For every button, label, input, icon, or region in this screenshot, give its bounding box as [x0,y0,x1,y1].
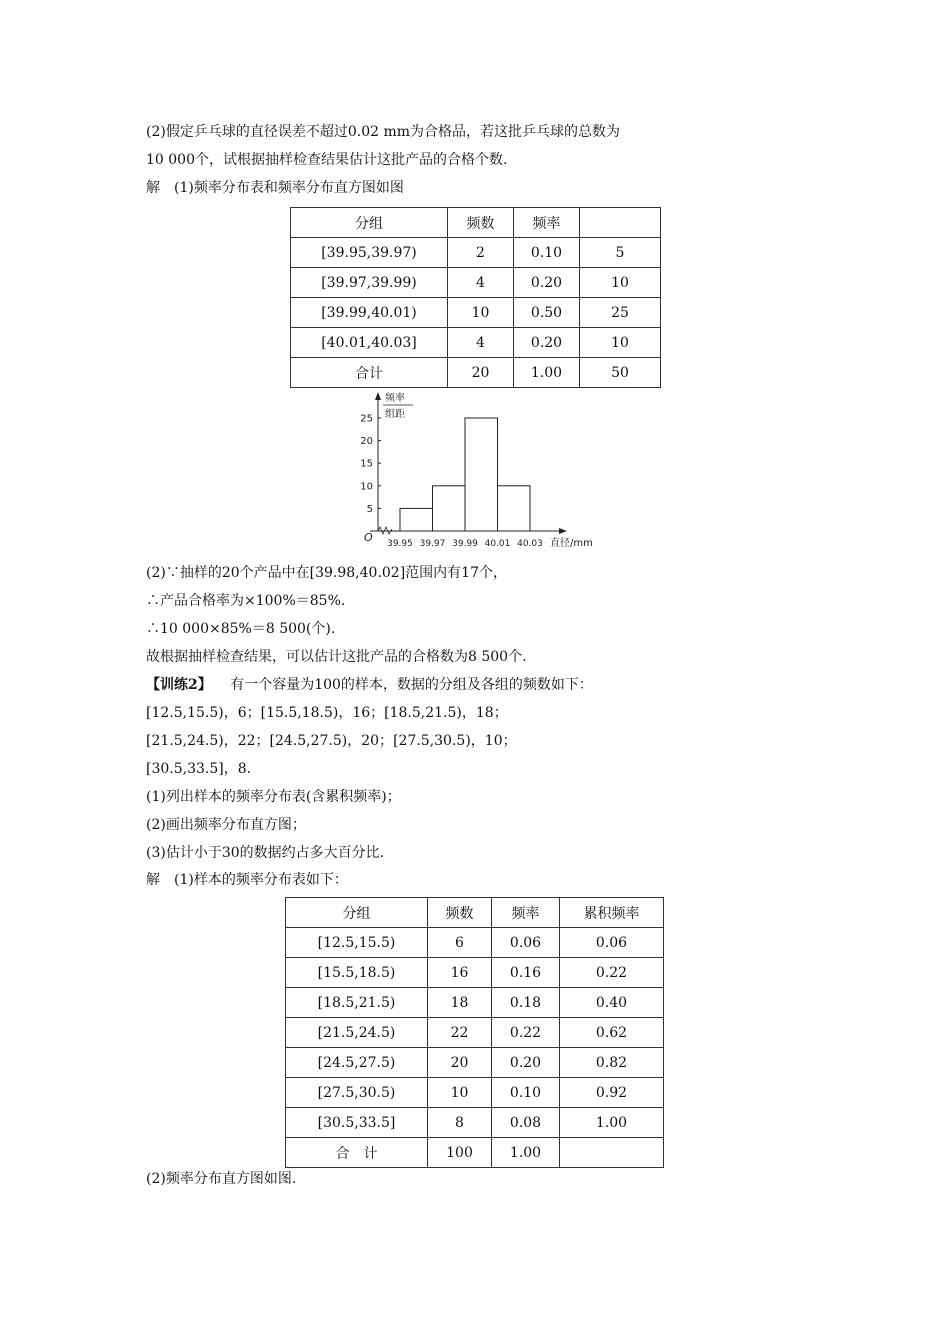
solution2-line3: ∴10 000×85%＝8 500(个). [146,621,336,637]
table-cell: 25 [580,298,661,328]
table-cell: [12.5,15.5) [286,928,428,958]
table-cell: [15.5,18.5) [286,958,428,988]
x-tick-label: 40.03 [517,539,543,549]
table-cell: 0.62 [560,1018,664,1048]
header-cell: 分组 [286,898,428,928]
histogram-bar [433,486,466,531]
table-cell: 0.10 [514,238,580,268]
table-cell: 50 [580,358,661,388]
solution2-line4: 故根据抽样检查结果，可以估计这批产品的合格数为8 500个. [146,649,527,665]
table-row [286,1138,664,1168]
table-cell: 10 [580,328,661,358]
table-row [286,1078,664,1108]
question-1: (1)列出样本的频率分布表(含累积频率)； [146,789,401,805]
table-cell: [30.5,33.5] [286,1108,428,1138]
header-cell [580,208,661,238]
training-heading [146,676,593,694]
table-cell: 0.18 [492,988,560,1018]
header-cell: 频数 [448,208,514,238]
table-cell: 1.00 [514,358,580,388]
table-row [291,238,661,268]
table-cell: 6 [428,928,492,958]
data-line-2: [21.5,24.5)，22；[24.5,27.5)，20；[27.5,30.5)，10； [146,733,517,749]
table-cell: [39.97,39.99) [291,268,448,298]
y-tick-label: 20 [360,436,373,448]
y-tick-label: 5 [366,503,373,515]
table-row [286,988,664,1018]
y-label-bottom: 组距 [385,409,405,420]
table-cell: 0.22 [560,958,664,988]
table-cell: 1.00 [492,1138,560,1168]
header-cell: 分组 [291,208,448,238]
table-cell: [21.5,24.5) [286,1018,428,1048]
table-row [291,328,661,358]
solution2-line1: (2)∵抽样的20个产品中在[39.98,40.02]范围内有17个， [146,565,507,581]
table-cell: 100 [428,1138,492,1168]
table-cell: 合 计 [286,1138,428,1168]
training-text: 有一个容量为100的样本，数据的分组及各组的频数如下： [230,677,593,693]
table-cell: 0.82 [560,1048,664,1078]
x-tick-label: 39.99 [452,539,478,549]
question-3: (3)估计小于30的数据约占多大百分比. [146,845,385,861]
header-row [286,898,664,928]
table-row [286,1048,664,1078]
table-cell: [27.5,30.5) [286,1078,428,1108]
y-tick-label: 15 [360,458,373,470]
table-cell: 0.10 [492,1078,560,1108]
table-cell: 0.06 [560,928,664,958]
table-cell: 1.00 [560,1108,664,1138]
data-line-3: [30.5,33.5]，8. [146,761,252,777]
table-cell: 0.16 [492,958,560,988]
solution-intro: 解 (1)频率分布表和频率分布直方图如图 [146,180,404,196]
table-cell: 0.92 [560,1078,664,1108]
table-cell: 10 [448,298,514,328]
y-tick-label: 10 [360,481,373,493]
x-axis-label: 直径/mm [550,538,593,549]
problem-part2-line: (2)假定乒乓球的直径误差不超过0.02 mm为合格品，若这批乒乓球的总数为 [146,124,621,140]
table-cell: 0.20 [492,1048,560,1078]
table-row [291,298,661,328]
table-cell: 20 [448,358,514,388]
table-cell: [39.99,40.01) [291,298,448,328]
table-row [291,358,661,388]
header-cell: 频率 [492,898,560,928]
table-cell: 0.50 [514,298,580,328]
table-cell: [39.95,39.97) [291,238,448,268]
histogram-bar [465,418,498,531]
header-cell: 频数 [428,898,492,928]
table-cell: 20 [428,1048,492,1078]
solution2-line2: ∴产品合格率为×100%＝85%. [146,593,346,609]
table-cell: [40.01,40.03] [291,328,448,358]
table-cell: 0.08 [492,1108,560,1138]
histogram-bar [498,486,531,531]
y-tick-label: 25 [360,413,373,425]
table-cell: 2 [448,238,514,268]
header-row [291,208,661,238]
solution2-intro: 解 (1)样本的频率分布表如下： [146,872,348,888]
question-2: (2)画出频率分布直方图； [146,817,306,833]
histogram-bar [400,508,433,531]
table-cell: 0.20 [514,328,580,358]
table-cell: 8 [428,1108,492,1138]
table-cell: 0.06 [492,928,560,958]
y-axis-arrow [375,392,381,400]
problem-part2-cont-line: 10 000个，试根据抽样检查结果估计这批产品的合格个数. [146,152,508,168]
frequency-table-1 [290,207,661,388]
y-label-top: 频率 [385,393,405,404]
table-cell: 10 [580,268,661,298]
frequency-table-2 [285,897,664,1168]
last-line: (2)频率分布直方图如图. [146,1171,297,1187]
table-cell [560,1138,664,1168]
origin-label: O [364,531,373,544]
table-cell: 5 [580,238,661,268]
data-line-1: [12.5,15.5)，6；[15.5,18.5)，16；[18.5,21.5)，18； [146,705,508,721]
table-cell: 10 [428,1078,492,1108]
header-cell: 累积频率 [560,898,664,928]
table-cell: [18.5,21.5) [286,988,428,1018]
table-row [286,958,664,988]
table-cell: 0.22 [492,1018,560,1048]
header-cell: 频率 [514,208,580,238]
table-cell: [24.5,27.5) [286,1048,428,1078]
table-row [286,1018,664,1048]
table-row [286,928,664,958]
table-cell: 22 [428,1018,492,1048]
table-cell: 0.20 [514,268,580,298]
table-cell: 4 [448,328,514,358]
table-cell: 合计 [291,358,448,388]
x-tick-label: 39.95 [387,539,413,549]
x-axis-arrow [559,528,567,534]
table-cell: 16 [428,958,492,988]
table-cell: 18 [428,988,492,1018]
x-tick-label: 40.01 [484,539,511,549]
table-cell: 0.40 [560,988,664,1018]
table-row [291,268,661,298]
frequency-histogram [345,388,605,553]
table-cell: 4 [448,268,514,298]
training-label: 【训练2】 [146,677,212,693]
x-tick-label: 39.97 [419,539,446,549]
table-row [286,1108,664,1138]
